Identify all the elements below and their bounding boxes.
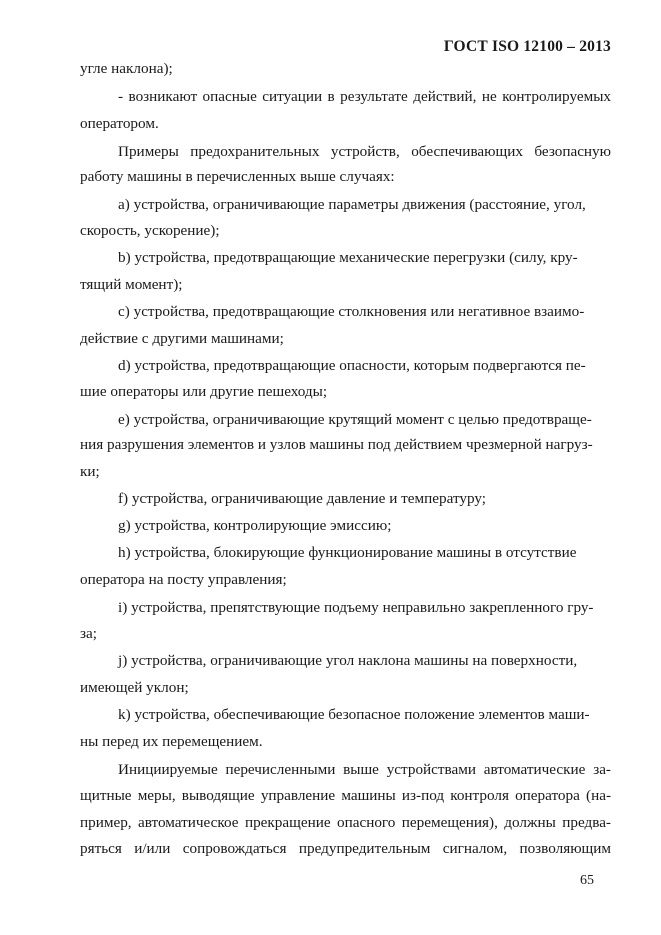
text-line: a) устройства, ограничивающие параметры движения (расстояние, угол,	[118, 196, 586, 213]
text-line: e) устройства, ограничивающие крутящий момент с целью предотвраще-	[118, 411, 592, 428]
text-line: d) устройства, предотвращающие опасности, которым подвергаются пе-	[118, 357, 586, 374]
text-line: ряться и/или сопровождаться предупредительным сигналом, позволяющим	[80, 840, 611, 857]
text-line: ки;	[80, 463, 100, 480]
text-line: имеющей уклон;	[80, 679, 189, 696]
text-line: работу машины в перечисленных выше случаях:	[80, 168, 395, 185]
text-line: g) устройства, контролирующие эмиссию;	[118, 517, 392, 534]
text-line: шие операторы или другие пешеходы;	[80, 383, 328, 400]
text-line: f) устройства, ограничивающие давление и температуру;	[118, 490, 486, 507]
text-line: Примеры предохранительных устройств, обеспечивающих безопасную	[118, 143, 611, 160]
document-header: ГОСТ ISO 12100 – 2013	[443, 38, 611, 55]
text-line: c) устройства, предотвращающие столкновения или негативное взаимо-	[118, 303, 585, 320]
text-line: k) устройства, обеспечивающие безопасное положение элементов маши-	[118, 706, 590, 723]
text-line: пример, автоматическое прекращение опасного перемещения), должны предва-	[80, 814, 611, 831]
text-line: Инициируемые перечисленными выше устройствами автоматические за-	[118, 761, 611, 778]
text-line: угле наклона);	[80, 60, 173, 77]
text-line: j) устройства, ограничивающие угол наклона машины на поверхности,	[118, 652, 578, 669]
text-line: за;	[80, 625, 97, 642]
text-line: оператором.	[80, 115, 159, 132]
text-line: i) устройства, препятствующие подъему неправильно закрепленного гру-	[118, 599, 594, 616]
text-line: щитные меры, выводящие управление машины из-под контроля оператора (на-	[80, 787, 611, 804]
text-line: - возникают опасные ситуации в результате действий, не контролируемых	[118, 88, 611, 105]
text-line: действие с другими машинами;	[80, 330, 284, 347]
text-line: ния разрушения элементов и узлов машины под действием чрезмерной нагруз-	[80, 436, 593, 453]
text-line: скорость, ускорение);	[80, 222, 220, 239]
text-line: тящий момент);	[80, 276, 183, 293]
text-line: ны перед их перемещением.	[80, 733, 263, 750]
text-line: h) устройства, блокирующие функционирование машины в отсутствие	[118, 544, 577, 561]
text-line: оператора на посту управления;	[80, 571, 287, 588]
text-line: b) устройства, предотвращающие механические перегрузки (силу, кру-	[118, 249, 578, 266]
page-number: 65	[580, 873, 594, 888]
